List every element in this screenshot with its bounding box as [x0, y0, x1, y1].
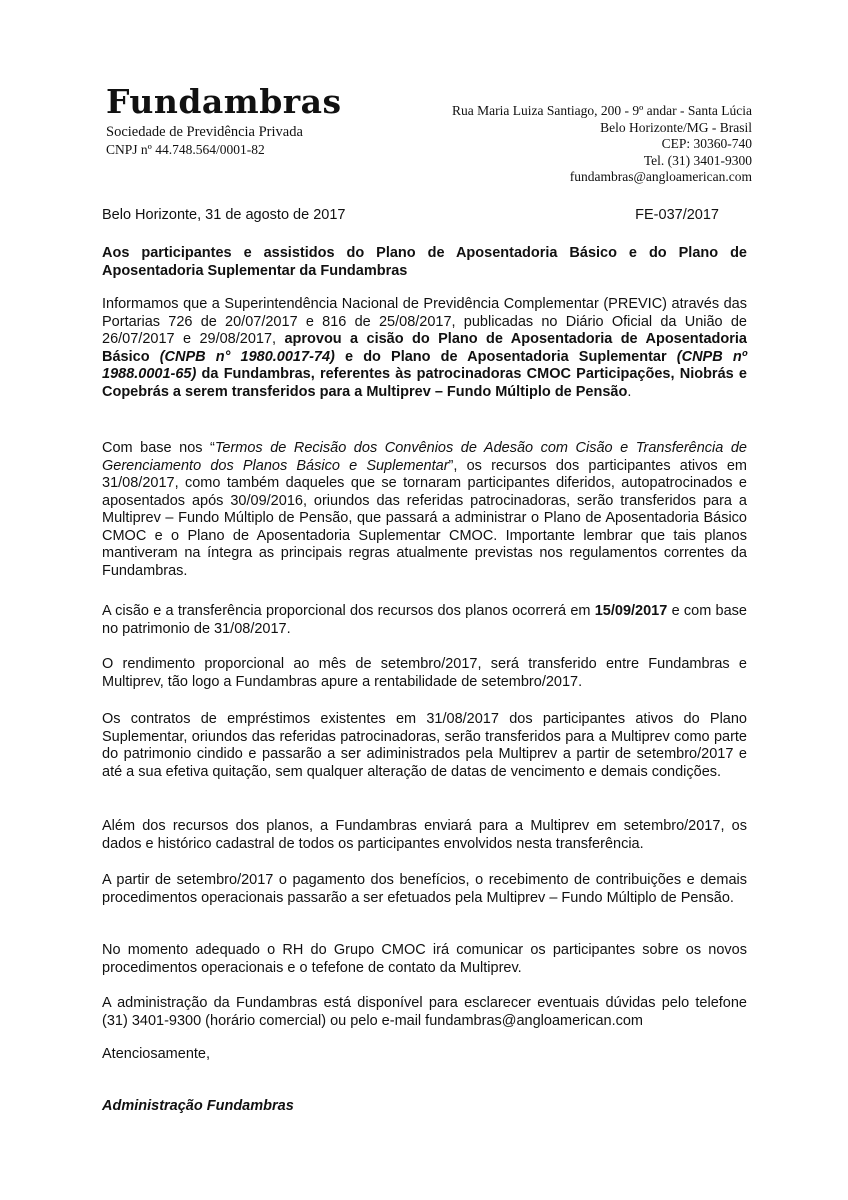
paragraph-4: O rendimento proporcional ao mês de setembro/2017, será transferido entre Fundambras e Multiprev, tão logo a Fundambras apure a rentabilidade de setembro/2017. — [102, 656, 747, 690]
address-email: fundambras@angloamerican.com — [569, 169, 752, 184]
paragraph-5: Os contratos de empréstimos existentes em 31/08/2017 dos participantes ativos do Plano Suplementar, oriundos das referidas patrocinadoras, serão transferidos para a Multiprev como parte do patrimonio cindido e passarão a ser adiministrados pela Multiprev a partir de setembro/2017 e até a sua efetiva quitação, sem qualquer alteração de datas de vencimento e demais condições. — [102, 711, 747, 780]
reference-number: FE-037/2017 — [635, 207, 719, 223]
para1-cnpb-basico: (CNPB n° 1980.0017-74) — [159, 348, 335, 365]
paragraph-8: No momento adequado o RH do Grupo CMOC irá comunicar os participantes sobre os novos procedimentos operacionais e o tefefone de contato da Multiprev. — [102, 942, 747, 976]
para3-text-2: e com base no patrimonio de 31/08/2017. — [102, 603, 747, 637]
brand-tagline: Sociedade de Previdência Privada — [106, 124, 303, 140]
letter-meta — [102, 207, 747, 225]
paragraph-9: A administração da Fundambras está disponível para esclarecer eventuais dúvidas pelo telefone (31) 3401-9300 (horário comercial) ou pelo e-mail fundambras@angloamerican.com — [102, 995, 747, 1029]
paragraph-2 — [102, 440, 747, 580]
address-phone: Tel. (31) 3401-9300 — [643, 152, 752, 168]
para1-bold-1: aprovou a cisão do Plano de Aposentadoria de Aposentadoria Básico — [102, 331, 748, 365]
letterhead-logo — [106, 82, 342, 158]
paragraph-1 — [102, 296, 747, 401]
para1-text-1: Informamos que a Superintendência Nacional de Previdência Complementar (PREVIC) através das Portarias 726 de 20/07/2017 e 816 de 25/08/2017, publicadas no Diário Oficial da União de 26/07/2017 e 29/08/2017, — [102, 296, 747, 347]
cnpj-number: CNPJ nº 44.748.564/0001-82 — [106, 142, 265, 157]
signature: Administração Fundambras — [102, 1098, 294, 1114]
para2-text-1: Com base nos “ — [102, 440, 215, 456]
letter-subject: Aos participantes e assistidos do Plano de Aposentadoria Básico e do Plano de Aposentadoria Suplementar da Fundambras — [102, 245, 747, 279]
address-city: Belo Horizonte/MG - Brasil — [600, 119, 752, 135]
para2-text-2: ”, os recursos dos participantes ativos em 31/08/2017, como também daqueles que se tornaram participantes diferidos, autopatrocinados e aposentados após 30/09/2016, oriundos das referidas patrocinadoras, serão transferidos para a Multiprev – Fundo Múltiplo de Pensão, que passará a administrar o Plano de Aposentadoria Básico CMOC e o Plano de Aposentadoria Suplementar CMOC. Importante lembrar que tais planos mantiveram na íntegra as principais regras atualmente previstas nos regulamentos correntes da Fundambras. — [102, 457, 747, 579]
city-date: Belo Horizonte, 31 de agosto de 2017 — [102, 207, 346, 223]
para1-bold-2: e do Plano de Aposentadoria Suplementar — [334, 348, 677, 365]
para1-bold-3: da Fundambras, referentes às patrocinadoras CMOC Participações, Niobrás e Copebrás a serem transferidos para a Multiprev – Fundo Múltiplo de Pensão — [102, 366, 747, 400]
paragraph-7: A partir de setembro/2017 o pagamento dos benefícios, o recebimento de contribuições e demais procedimentos operacionais passarão a ser efetuados pela Multiprev – Fundo Múltiplo de Pensão. — [102, 872, 747, 906]
closing-salutation: Atenciosamente, — [102, 1046, 211, 1062]
address-street: Rua Maria Luiza Santiago, 200 - 9º andar - Santa Lúcia — [452, 103, 752, 118]
paragraph-6: Além dos recursos dos planos, a Fundambras enviará para a Multiprev em setembro/2017, os dados e histórico cadastral de todos os participantes envolvidos nesta transferência. — [102, 818, 747, 852]
letterhead-address — [452, 103, 752, 186]
brand-name: Fundambras — [106, 82, 342, 121]
address-cep: CEP: 30360-740 — [661, 136, 752, 151]
para1-text-2: . — [627, 383, 632, 400]
paragraph-3 — [102, 603, 747, 638]
para1-cnpb-suplementar: (CNPB nº 1988.0001-65) — [102, 348, 747, 382]
para2-italic-title: Termos de Recisão dos Convênios de Adesão com Cisão e Transferência de Gerenciamento dos Planos Básico e Suplementar — [102, 440, 747, 474]
para3-text-1: A cisão e a transferência proporcional dos recursos dos planos ocorrerá em — [102, 603, 595, 619]
para3-date: 15/09/2017 — [594, 603, 668, 619]
